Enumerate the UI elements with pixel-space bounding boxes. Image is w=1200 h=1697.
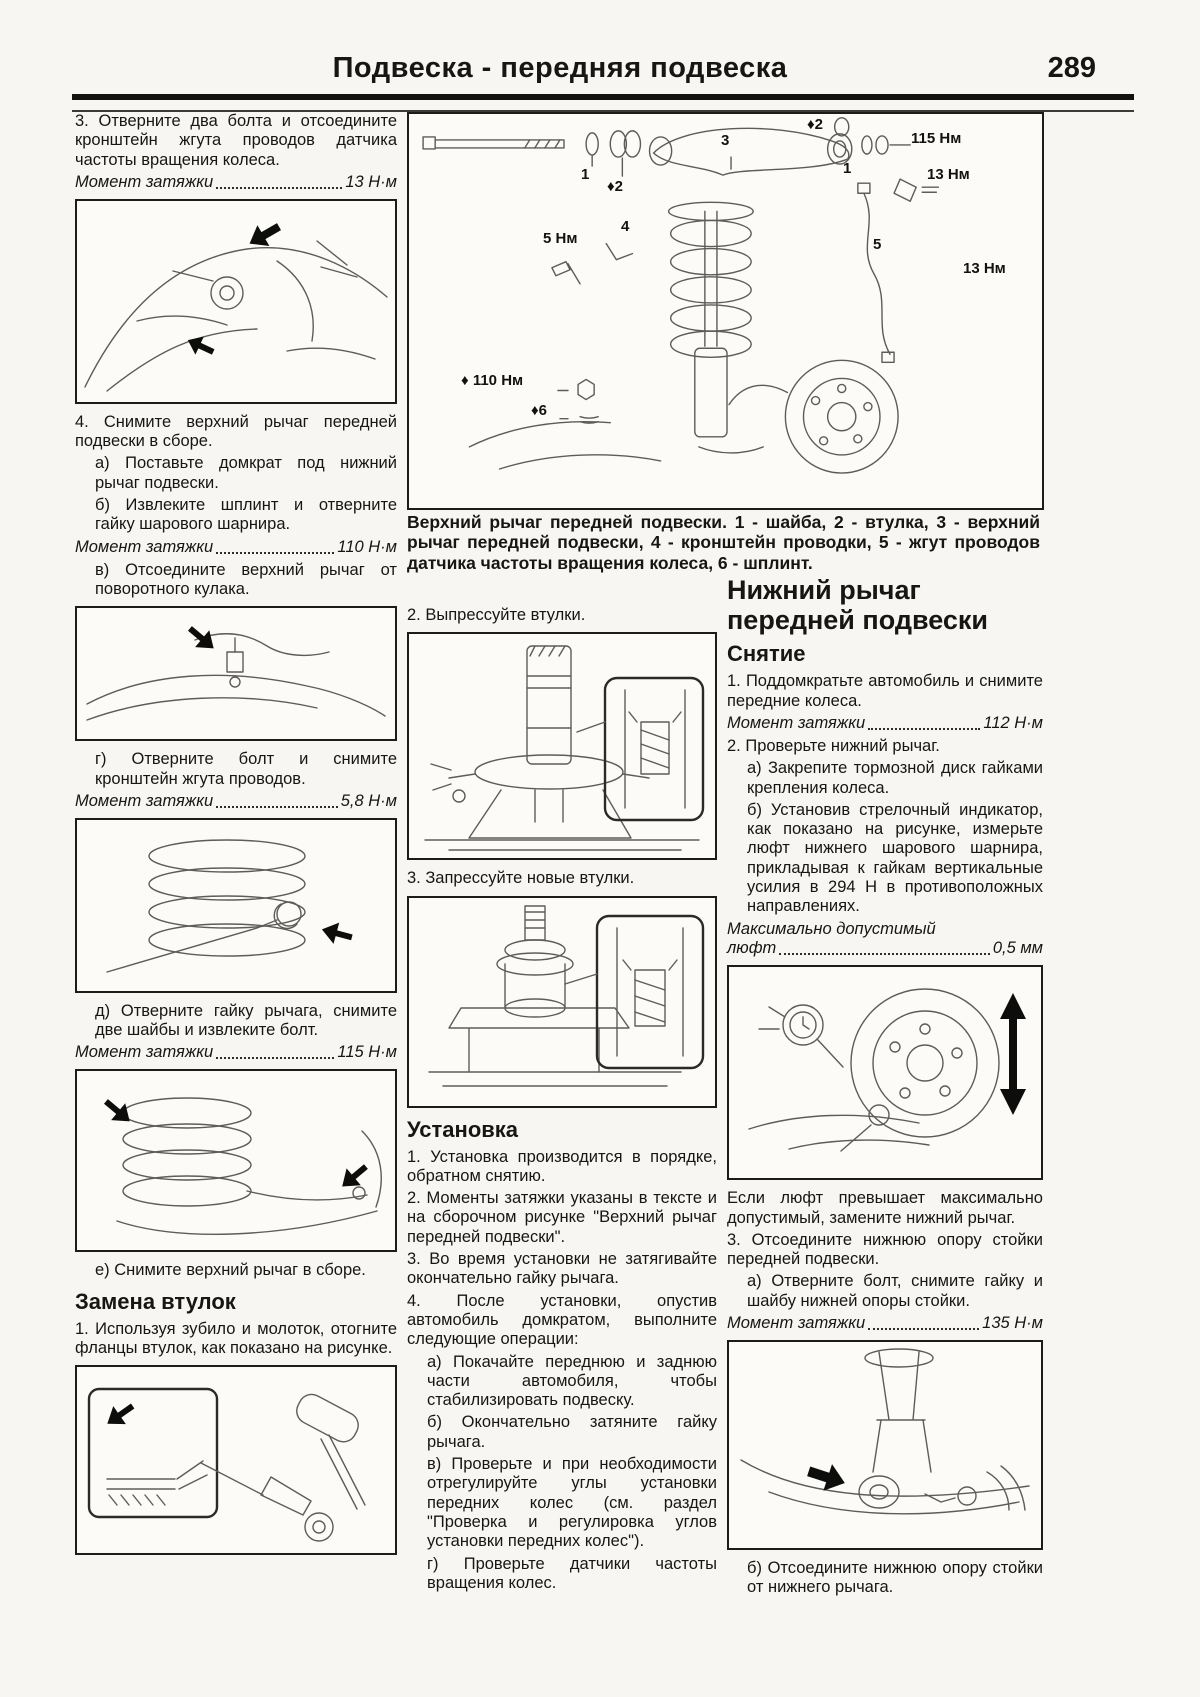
figure-ball-joint-nut bbox=[75, 818, 397, 993]
step-paragraph: 2. Проверьте нижний рычаг. bbox=[727, 736, 940, 755]
substep-paragraph: б) Отсоедините нижнюю опору стойки от нижнего рычага. bbox=[747, 1559, 1043, 1597]
substep-paragraph: а) Отверните болт, снимите гайку и шайбу нижней опоры стойки. bbox=[747, 1272, 1043, 1310]
substep-paragraph: г) Отверните болт и снимите кронштейн жгута проводов. bbox=[95, 750, 397, 788]
step-paragraph: 3. Во время установки не затягивайте окончательно гайку рычага. bbox=[407, 1250, 717, 1288]
page-title: Подвеска - передняя подвеска bbox=[332, 52, 788, 84]
section-heading-bushing-replacement: Замена втулок bbox=[75, 1288, 236, 1314]
strut-lower-mount-line-art bbox=[729, 1342, 1041, 1548]
part-number-label: ♦6 bbox=[531, 402, 547, 419]
torque-label: Момент затяжки bbox=[727, 713, 866, 732]
part-number-label: 1 bbox=[843, 160, 852, 177]
max-play-label: Максимально допустимый bbox=[727, 919, 936, 938]
torque-label: 115 Нм bbox=[911, 130, 962, 147]
left-column bbox=[75, 112, 397, 1564]
part-number-label: ♦2 bbox=[807, 116, 823, 133]
right-column bbox=[727, 574, 1043, 1601]
torque-label: Момент затяжки bbox=[75, 1043, 214, 1062]
step-paragraph: Если люфт превышает максимально допустимый, замените нижний рычаг. bbox=[727, 1189, 1043, 1227]
torque-spec bbox=[727, 714, 1043, 733]
substep-paragraph: д) Отверните гайку рычага, снимите две шайбы и извлеките болт. bbox=[95, 1001, 397, 1040]
torque-label: 5 Нм bbox=[543, 230, 578, 247]
step-paragraph: 3. Отверните два болта и отсоедините кронштейн жгута проводов датчика частоты вращения колеса. bbox=[75, 112, 397, 169]
step-paragraph: 1. Поддомкратьте автомобиль и снимите передние колеса. bbox=[727, 672, 1043, 710]
torque-spec bbox=[75, 1043, 397, 1062]
torque-label: Момент затяжки bbox=[75, 537, 214, 556]
figure-caption: Верхний рычаг передней подвески. 1 - шайба, 2 - втулка, 3 - верхний рычаг передней подвески, 4 - кронштейн проводки, 5 - жгут проводов датчика частоты вращения колеса, 6 - шплинт. bbox=[407, 512, 1040, 573]
torque-label: 13 Нм bbox=[927, 166, 970, 183]
torque-label: ♦ 110 Нм bbox=[461, 372, 524, 389]
ball-joint-play-check-line-art bbox=[729, 967, 1041, 1178]
torque-label: Момент затяжки bbox=[727, 1314, 866, 1333]
max-play-spec bbox=[727, 920, 1043, 959]
substep-paragraph: е) Снимите верхний рычаг в сборе. bbox=[95, 1261, 366, 1280]
torque-spec bbox=[75, 173, 397, 192]
torque-value: 135 Н·м bbox=[982, 1314, 1043, 1333]
step-paragraph: 3. Запрессуйте новые втулки. bbox=[407, 869, 635, 888]
step-paragraph: 3. Отсоедините нижнюю опору стойки передней подвески. bbox=[727, 1230, 1043, 1269]
dot-leader bbox=[216, 1057, 334, 1059]
part-number-label: 1 bbox=[581, 166, 590, 183]
header-rule bbox=[72, 94, 1134, 112]
figure-bushing-press-out bbox=[407, 632, 717, 860]
dot-leader bbox=[868, 728, 980, 730]
section-heading-lower-arm bbox=[727, 576, 1043, 635]
part-number-label: 5 bbox=[873, 236, 882, 253]
torque-value: 112 Н·м bbox=[983, 713, 1043, 732]
section-heading-removal: Снятие bbox=[727, 641, 806, 667]
substep-paragraph: а) Поставьте домкрат под нижний рычаг подвески. bbox=[95, 454, 397, 492]
torque-spec bbox=[75, 792, 397, 811]
substep-paragraph: б) Установив стрелочный индикатор, как показано на рисунке, измерьте люфт нижнего шарового шарнира, прикладывая к гайкам вертикальные усилия в 294 Н в противоположных направлениях. bbox=[747, 800, 1043, 916]
torque-label: Момент затяжки bbox=[75, 172, 214, 191]
step-paragraph: 2. Моменты затяжки указаны в тексте и на сборочном рисунке "Верхний рычаг передней подвески". bbox=[407, 1189, 717, 1246]
figure-upper-arm-removal bbox=[75, 1069, 397, 1252]
substep-paragraph: г) Проверьте датчики частоты вращения колес. bbox=[427, 1554, 717, 1592]
section-heading-installation: Установка bbox=[407, 1116, 519, 1142]
substep-paragraph: а) Закрепите тормозной диск гайками крепления колеса. bbox=[747, 759, 1043, 797]
torque-value: 110 Н·м bbox=[337, 537, 397, 556]
middle-column bbox=[407, 606, 717, 1596]
torque-value: 5,8 Н·м bbox=[340, 791, 397, 810]
part-number-label: 4 bbox=[621, 218, 630, 235]
torque-value: 115 Н·м bbox=[337, 1043, 397, 1062]
heading-line: передней подвески bbox=[727, 604, 989, 635]
substep-paragraph: б) Окончательно затяните гайку рычага. bbox=[427, 1413, 717, 1451]
harness-bracket-line-art bbox=[77, 608, 395, 739]
bushing-press-in-line-art bbox=[409, 898, 715, 1106]
dot-leader bbox=[216, 187, 342, 189]
page-number: 289 bbox=[1047, 52, 1096, 84]
ball-joint-nut-line-art bbox=[77, 820, 395, 991]
substep-paragraph: в) Отсоедините верхний рычаг от поворотного кулака. bbox=[95, 560, 397, 598]
part-number-label: 3 bbox=[721, 132, 730, 149]
figure-strut-lower-mount bbox=[727, 1340, 1043, 1550]
torque-value: 13 Н·м bbox=[345, 172, 397, 191]
bushing-press-out-line-art bbox=[409, 634, 715, 858]
figure-bushing-flange bbox=[75, 1365, 397, 1555]
dot-leader bbox=[216, 806, 338, 808]
torque-spec bbox=[727, 1314, 1043, 1333]
figure-ball-joint-play-check bbox=[727, 965, 1043, 1180]
sensor-bracket-line-art bbox=[77, 201, 395, 402]
step-paragraph: 1. Установка производится в порядке, обратном снятию. bbox=[407, 1147, 717, 1185]
step-paragraph: 2. Выпрессуйте втулки. bbox=[407, 606, 586, 624]
step-paragraph: 4. Снимите верхний рычаг передней подвески в сборе. bbox=[75, 412, 397, 451]
part-number-label: ♦2 bbox=[607, 178, 623, 195]
dot-leader bbox=[779, 953, 990, 955]
torque-spec bbox=[75, 538, 397, 557]
figure-upper-arm-exploded bbox=[407, 112, 1044, 510]
torque-label: 13 Нм bbox=[963, 260, 1006, 277]
step-paragraph: 1. Используя зубило и молоток, отогните фланцы втулок, как показано на рисунке. bbox=[75, 1319, 397, 1358]
figure-sensor-bracket bbox=[75, 199, 397, 404]
max-play-label2: люфт bbox=[727, 938, 777, 957]
substep-paragraph: в) Проверьте и при необходимости отрегулируйте углы установки передних колес (см. раздел "Проверка и регулировка углов установки передних колес"). bbox=[427, 1455, 717, 1551]
dot-leader bbox=[216, 552, 334, 554]
substep-paragraph: б) Извлеките шплинт и отверните гайку шарового шарнира. bbox=[95, 496, 397, 534]
max-play-value: 0,5 мм bbox=[992, 938, 1043, 957]
bushing-flange-line-art bbox=[77, 1367, 395, 1553]
upper-arm-removal-line-art bbox=[77, 1071, 395, 1250]
figure-harness-bracket bbox=[75, 606, 397, 741]
step-paragraph: 4. После установки, опустив автомобиль домкратом, выполните следующие операции: bbox=[407, 1291, 717, 1349]
substep-paragraph: а) Покачайте переднюю и заднюю части автомобиля, чтобы стабилизировать подвеску. bbox=[427, 1352, 717, 1410]
torque-label: Момент затяжки bbox=[75, 791, 214, 810]
heading-line: Нижний рычаг bbox=[727, 575, 921, 605]
figure-bushing-press-in bbox=[407, 896, 717, 1108]
dot-leader bbox=[868, 1328, 979, 1330]
